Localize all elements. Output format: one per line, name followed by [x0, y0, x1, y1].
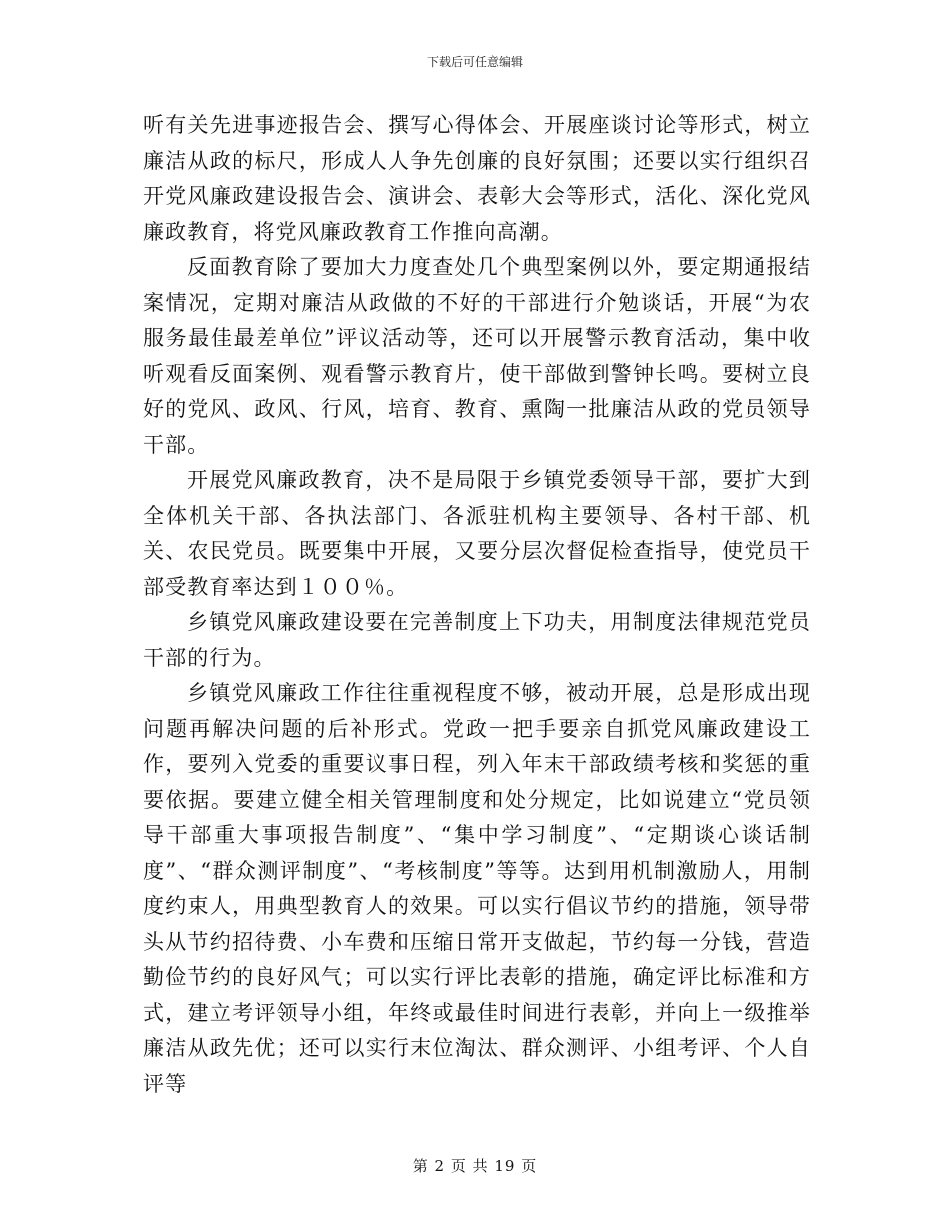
paragraph-2: 反面教育除了要加大力度查处几个典型案例以外，要定期通报结案情况，定期对廉洁从政做的不好的干部进行介勉谈话，开展“为农服务最佳最差单位”评议活动等，还可以开展警示教育活动，集中收听观看反面案例、观看警示教育片，使干部做到警钟长鸣。要树立良好的党风、政风、行风，培育、教育、熏陶一批廉洁从政的党员领导干部。 — [143, 255, 811, 457]
page-footer: 第 2 页 共 19 页 — [412, 1157, 538, 1175]
paragraph-3: 开展党风廉政教育，决不是局限于乡镇党委领导干部，要扩大到全体机关干部、各执法部门、各派驻机构主要领导、各村干部、机关、农民党员。既要集中开展，又要分层次督促检查指导，使党员干部受教育率达到１００％。 — [143, 468, 811, 599]
paragraph-5: 乡镇党风廉政工作往往重视程度不够，被动开展，总是形成出现问题再解决问题的后补形式。党政一把手要亲自抓党风廉政建设工作，要列入党委的重要议事日程，列入年末干部政绩考核和奖惩的重要依据。要建立健全相关管理制度和处分规定，比如说建立“党员领导干部重大事项报告制度”、“集中学习制度”、“定期谈心谈话制度”、“群众测评制度”、“考核制度”等等。达到用机制激励人，用制度约束人，用典型教育人的效果。可以实行倡议节约的措施，领导带头从节约招待费、小车费和压缩日常开支做起，节约每一分钱，营造勤俭节约的良好风气；可以实行评比表彰的措施，确定评比标准和方式，建立考评领导小组，年终或最佳时间进行表彰，并向上一级推举廉洁从政先优；还可以实行末位淘汰、群众测评、小组考评、个人自评等 — [143, 681, 811, 1096]
paragraph-1: 听有关先进事迹报告会、撰写心得体会、开展座谈讨论等形式，树立廉洁从政的标尺，形成人人争先创廉的良好氛围；还要以实行组织召开党风廉政建设报告会、演讲会、表彰大会等形式，活化、深化党风廉政教育，将党风廉政教育工作推向高潮。 — [143, 113, 811, 244]
document-body — [143, 108, 811, 1102]
paragraph-4: 乡镇党风廉政建设要在完善制度上下功夫，用制度法律规范党员干部的行为。 — [143, 610, 811, 670]
page-header: 下载后可任意编辑 — [426, 55, 523, 69]
